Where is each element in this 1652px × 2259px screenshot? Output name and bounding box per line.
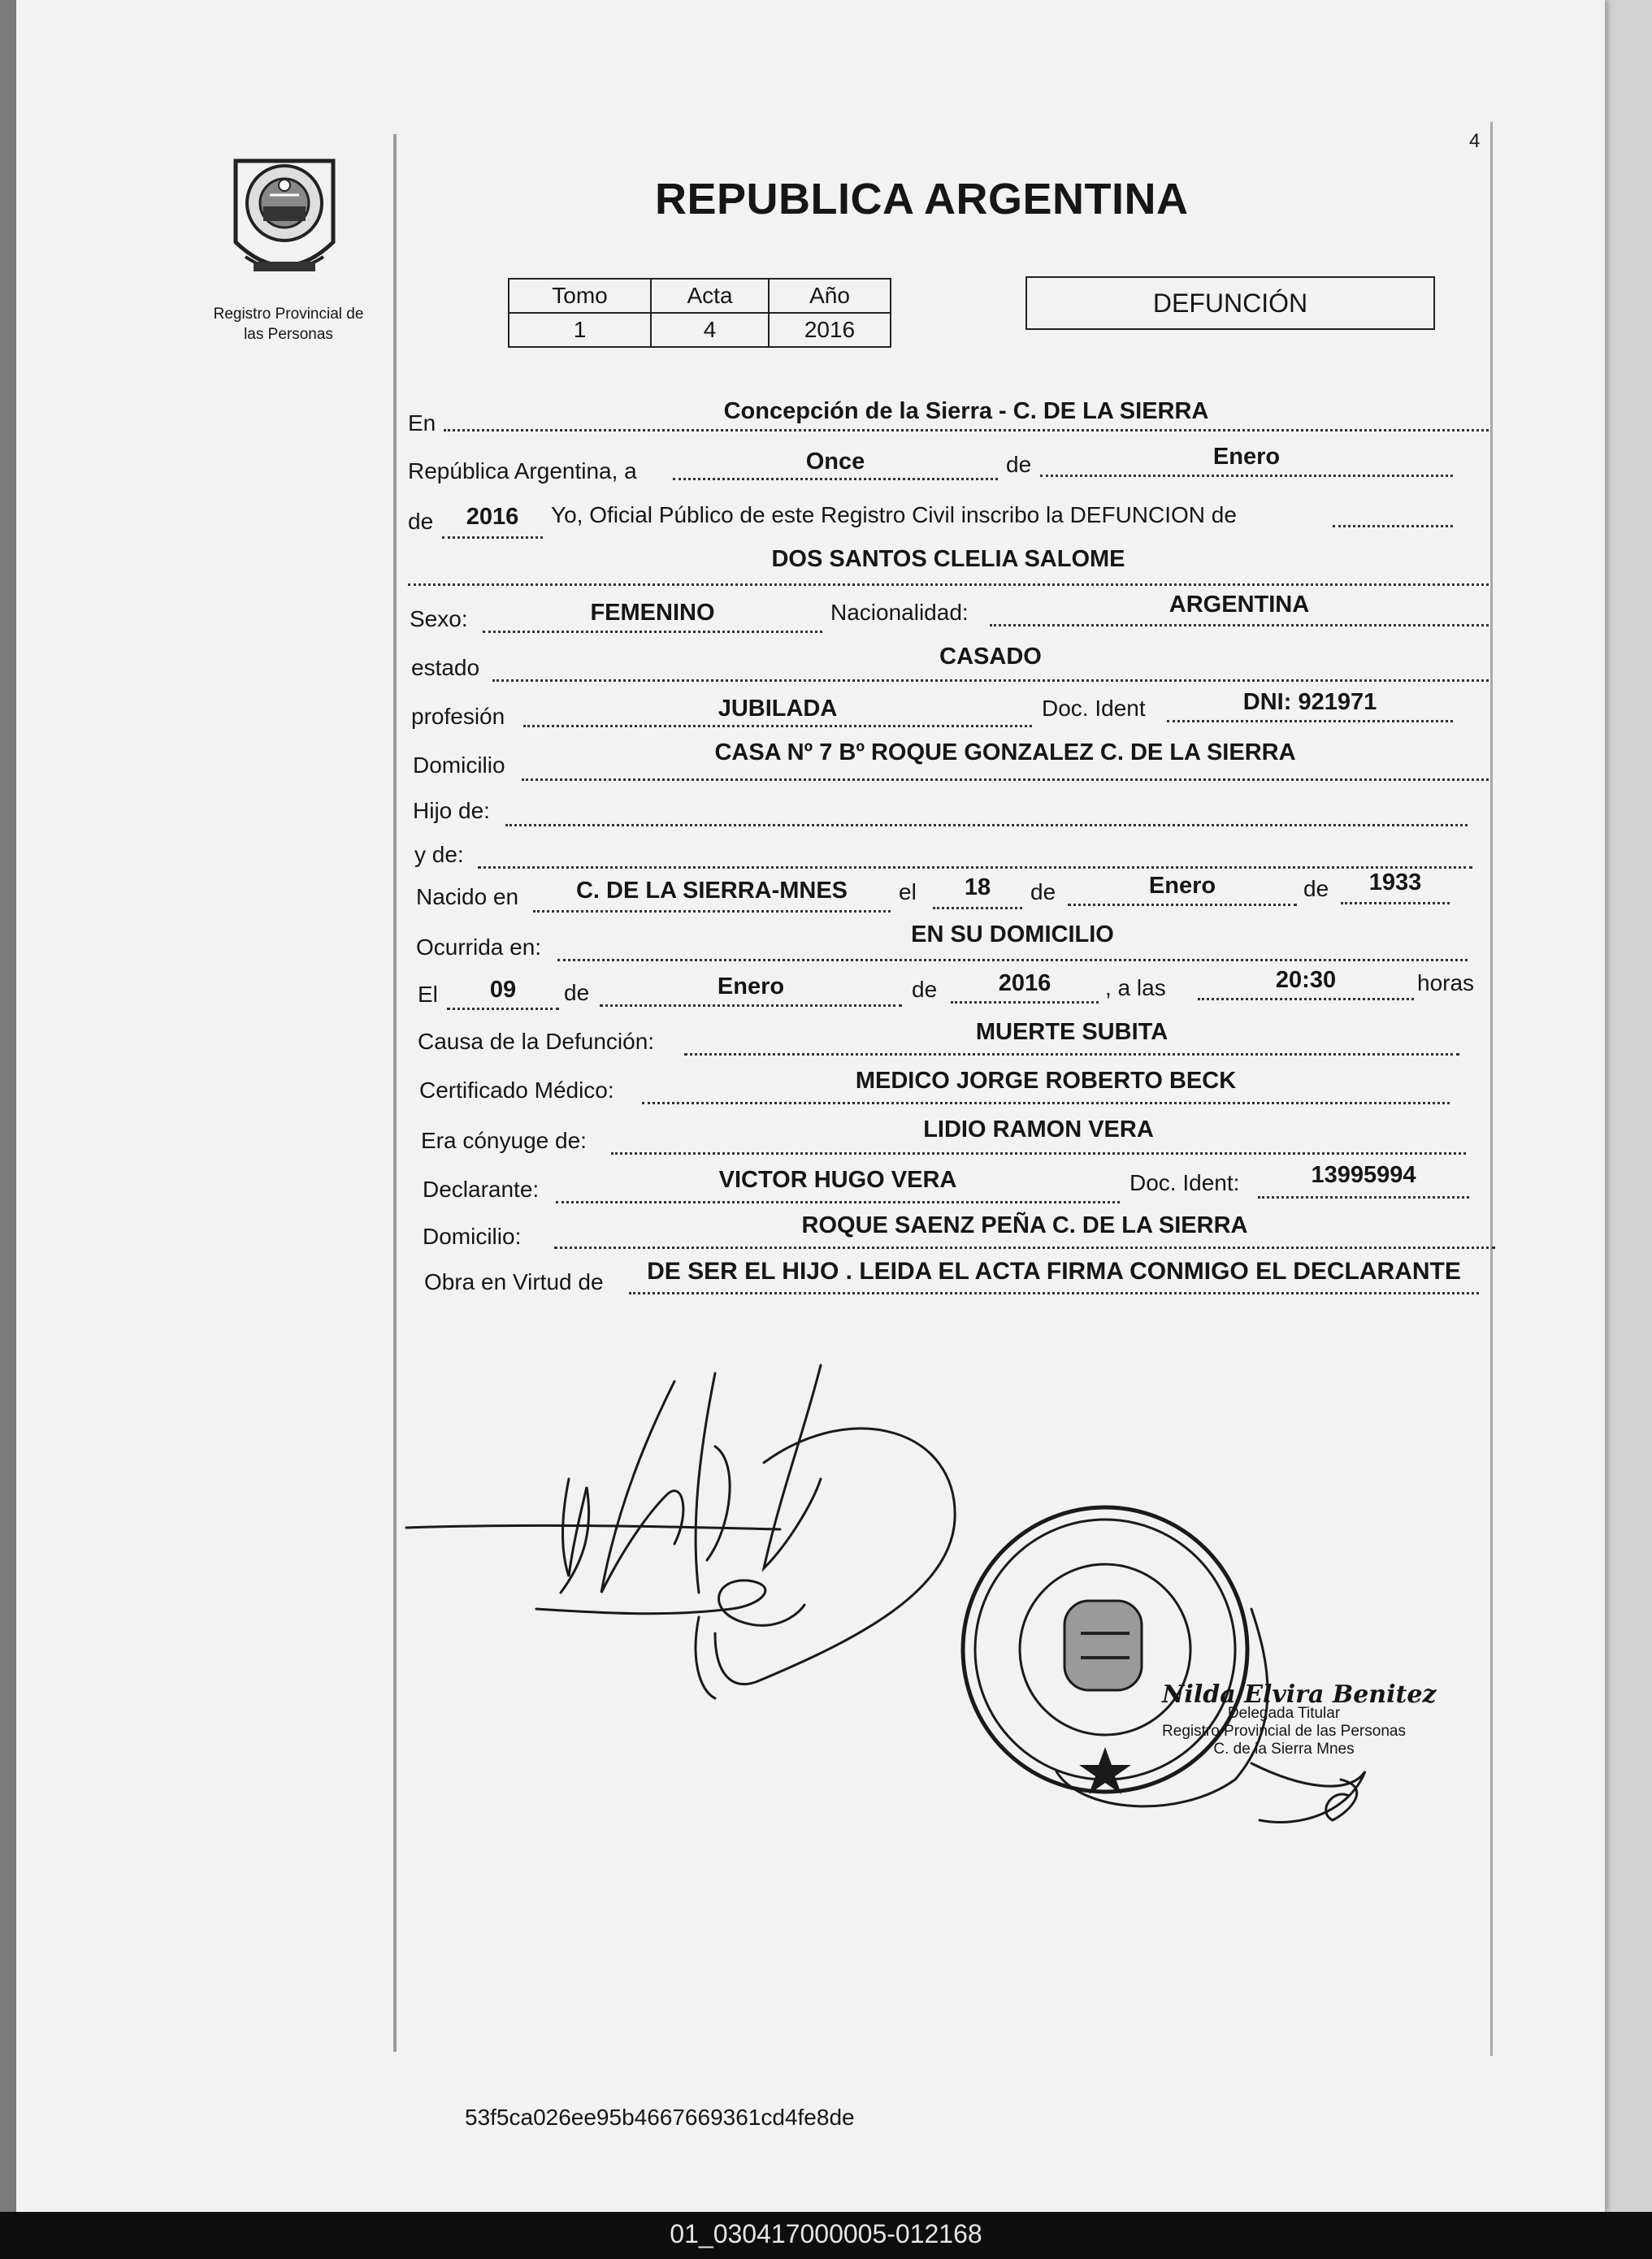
label-nacionalidad: Nacionalidad: (830, 600, 969, 625)
header-anio: Año (769, 279, 891, 313)
field-profesion: JUBILADA (718, 696, 838, 722)
label-y-de: y de: (414, 842, 464, 867)
label-declarante: Declarante: (423, 1177, 540, 1202)
label-conyuge: Era cónyuge de: (421, 1128, 587, 1153)
field-dia-letras: Once (805, 449, 865, 475)
field-obra: DE SER EL HIJO . LEIDA EL ACTA FIRMA CONMIGO EL DECLARANTE (647, 1258, 1461, 1285)
field-nombre: DOS SANTOS CLELIA SALOME (771, 546, 1125, 572)
field-conyuge: LIDIO RAMON VERA (923, 1116, 1154, 1143)
record-type-box: DEFUNCIÓN (1025, 276, 1435, 330)
label-estado: estado (411, 655, 480, 680)
label-a-las: , a las (1105, 975, 1166, 1000)
label-de: de (1006, 452, 1032, 477)
label-de-nac: de (1030, 879, 1056, 904)
label-sexo: Sexo: (410, 606, 468, 631)
field-anio: 2016 (466, 504, 519, 530)
field-dni: DNI: 921971 (1242, 689, 1377, 715)
label-profesion: profesión (411, 704, 505, 729)
caption-line: Registro Provincial de las Personas (1162, 1723, 1406, 1740)
label-en: En (408, 410, 436, 436)
label-doc-ident: Doc. Ident (1042, 696, 1146, 721)
value-acta: 4 (651, 313, 769, 347)
page-title: REPUBLICA ARGENTINA (655, 175, 1189, 223)
field-domicilio: CASA Nº 7 Bº ROQUE GONZALEZ C. DE LA SIERRA (714, 739, 1296, 765)
label-yo-oficial: Yo, Oficial Público de este Registro Civil inscribo la DEFUNCION de (551, 502, 1237, 527)
label-nacido-en: Nacido en (416, 884, 519, 909)
caption-line: C. de la Sierra Mnes (1213, 1741, 1355, 1758)
label-republica: República Argentina, a (408, 458, 637, 483)
field-nac-anio: 1933 (1368, 869, 1422, 895)
field-lugar: Concepción de la Sierra - C. DE LA SIERRA (723, 398, 1209, 424)
registry-line: las Personas (244, 326, 333, 343)
value-tomo: 1 (509, 313, 651, 347)
label-doc-ident-declarante: Doc. Ident: (1130, 1170, 1240, 1195)
field-def-anio: 2016 (998, 970, 1051, 996)
header-tomo: Tomo (509, 279, 651, 313)
label-el-def: El (418, 982, 438, 1007)
field-ocurrida-en: EN SU DOMICILIO (911, 921, 1114, 947)
declarant-signature (406, 1365, 955, 1698)
field-declarante-doc: 13995994 (1311, 1162, 1416, 1188)
header-acta: Acta (651, 279, 769, 313)
label-causa: Causa de la Defunción: (418, 1029, 655, 1054)
field-sexo: FEMENINO (590, 600, 715, 626)
label-horas: horas (1417, 970, 1475, 995)
label-obra: Obra en Virtud de (424, 1269, 604, 1294)
label-ocurrida-en: Ocurrida en: (416, 934, 542, 960)
label-de-nac2: de (1303, 876, 1329, 901)
label-domicilio-declarante: Domicilio: (423, 1224, 522, 1249)
value-anio: 2016 (769, 313, 891, 347)
field-certificado: MEDICO JORGE ROBERTO BECK (855, 1068, 1237, 1094)
document-hash: 53f5ca026ee95b4667669361cd4fe8de (465, 2105, 855, 2130)
field-def-mes: Enero (717, 973, 785, 999)
field-nacido-en: C. DE LA SIERRA-MNES (575, 878, 848, 904)
scan-id: 01_030417000005-012168 (670, 2219, 982, 2248)
field-nacionalidad: ARGENTINA (1169, 592, 1310, 618)
registrar-signature-name: Nilda Elvira Benitez (1162, 1680, 1437, 1709)
field-declarante: VICTOR HUGO VERA (718, 1167, 957, 1193)
label-de-def: de (564, 980, 590, 1005)
field-causa: MUERTE SUBITA (975, 1019, 1169, 1045)
registry-line: Registro Provincial de (213, 306, 364, 323)
label-domicilio: Domicilio (413, 752, 505, 778)
label-de-def2: de (912, 977, 938, 1002)
field-nac-dia: 18 (964, 874, 991, 900)
field-def-hora: 20:30 (1275, 967, 1337, 993)
field-declarante-domicilio: ROQUE SAENZ PEÑA C. DE LA SIERRA (801, 1212, 1248, 1238)
page-number: 4 (1469, 130, 1481, 152)
registrar-caption (1130, 1705, 1438, 1758)
label-hijo-de: Hijo de: (413, 798, 490, 823)
field-mes: Enero (1212, 444, 1281, 470)
caption-line: Delegada Titular (1227, 1705, 1341, 1722)
field-nac-mes: Enero (1148, 873, 1216, 899)
label-de-anio: de (408, 509, 434, 534)
label-certificado: Certificado Médico: (419, 1077, 614, 1103)
label-el: el (899, 879, 917, 904)
field-estado: CASADO (939, 644, 1042, 670)
field-def-dia: 09 (489, 977, 517, 1003)
